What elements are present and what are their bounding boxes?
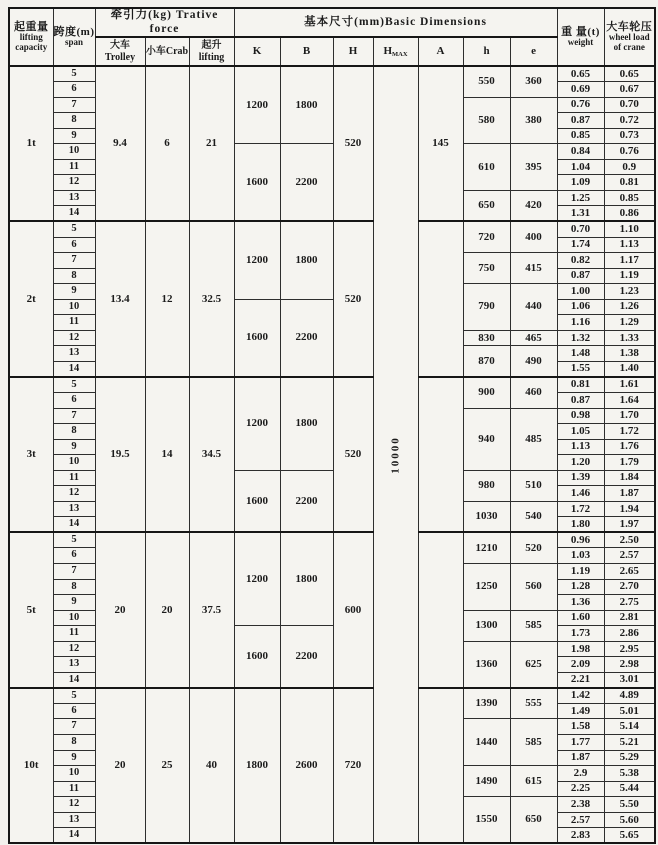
weight-cell: 2.9 xyxy=(557,766,604,782)
hmax-value: 10000 xyxy=(389,435,402,474)
h-dim-subheader: h xyxy=(463,37,510,66)
span-cell: 7 xyxy=(53,253,95,269)
weight-cell: 0.87 xyxy=(557,268,604,284)
h-dim-cell: 1250 xyxy=(463,564,510,611)
span-cell: 12 xyxy=(53,641,95,657)
wheel-load-cell: 5.65 xyxy=(604,828,655,844)
wheel-load-cell: 0.65 xyxy=(604,66,655,82)
span-cell: 7 xyxy=(53,719,95,735)
weight-cell: 1.73 xyxy=(557,626,604,642)
weight-cell: 1.98 xyxy=(557,641,604,657)
span-cell: 5 xyxy=(53,221,95,237)
wheel-load-cell: 2.95 xyxy=(604,641,655,657)
h-dim-cell: 1300 xyxy=(463,610,510,641)
h-dim-cell: 750 xyxy=(463,253,510,284)
h-dim-cell: 900 xyxy=(463,377,510,408)
span-header-zh: 跨度(m) xyxy=(53,25,95,38)
span-cell: 8 xyxy=(53,735,95,751)
span-cell: 13 xyxy=(53,501,95,517)
capacity-cell: 2t xyxy=(9,221,53,376)
a-subheader: A xyxy=(418,37,463,66)
wheel-load-cell: 2.98 xyxy=(604,657,655,673)
h-dim-cell: 1440 xyxy=(463,719,510,766)
trolley-subheader: 大车Trolley xyxy=(95,37,145,66)
hmax-cell xyxy=(373,66,418,843)
weight-header xyxy=(557,8,604,66)
weight-cell: 0.76 xyxy=(557,97,604,113)
b-cell: 2200 xyxy=(280,299,333,377)
e-dim-cell: 555 xyxy=(510,688,557,719)
spec-table-body xyxy=(9,66,655,843)
weight-cell: 0.70 xyxy=(557,221,604,237)
wheel-load-cell: 1.64 xyxy=(604,392,655,408)
weight-cell: 1.31 xyxy=(557,206,604,222)
k-cell: 1600 xyxy=(234,626,280,688)
span-cell: 11 xyxy=(53,315,95,331)
wheel-load-cell: 1.33 xyxy=(604,330,655,346)
span-cell: 9 xyxy=(53,439,95,455)
weight-cell: 2.09 xyxy=(557,657,604,673)
h-dim-cell: 1550 xyxy=(463,797,510,844)
weight-cell: 1.00 xyxy=(557,284,604,300)
weight-cell: 1.49 xyxy=(557,703,604,719)
e-dim-cell: 585 xyxy=(510,719,557,766)
capacity-header xyxy=(9,8,53,66)
tractive-force-header: 牵引力(kg) Trative force xyxy=(95,8,234,37)
wheel-load-cell: 5.50 xyxy=(604,797,655,813)
hmax-subheader xyxy=(373,37,418,66)
weight-cell: 1.25 xyxy=(557,190,604,206)
crab-cell: 20 xyxy=(145,532,189,687)
wheel-load-cell: 2.86 xyxy=(604,626,655,642)
k-cell: 1600 xyxy=(234,144,280,222)
e-dim-cell: 625 xyxy=(510,641,557,688)
weight-cell: 0.85 xyxy=(557,128,604,144)
weight-cell: 1.04 xyxy=(557,159,604,175)
weight-cell: 0.81 xyxy=(557,377,604,393)
wheel-load-header xyxy=(604,8,655,66)
trolley-cell: 13.4 xyxy=(95,221,145,376)
h-dim-cell: 830 xyxy=(463,330,510,346)
wheel-load-header-en: wheel load of crane xyxy=(608,32,650,53)
capacity-cell: 5t xyxy=(9,532,53,687)
weight-cell: 0.82 xyxy=(557,253,604,269)
span-cell: 14 xyxy=(53,828,95,844)
e-dim-cell: 490 xyxy=(510,346,557,377)
k-subheader: K xyxy=(234,37,280,66)
e-dim-cell: 440 xyxy=(510,284,557,331)
b-cell: 1800 xyxy=(280,377,333,470)
span-cell: 10 xyxy=(53,455,95,471)
lifting-cell: 32.5 xyxy=(189,221,234,376)
spec-row xyxy=(9,532,655,548)
wheel-load-cell: 0.67 xyxy=(604,82,655,98)
weight-cell: 0.87 xyxy=(557,113,604,129)
wheel-load-cell: 5.14 xyxy=(604,719,655,735)
wheel-load-cell: 2.75 xyxy=(604,595,655,611)
wheel-load-cell: 1.72 xyxy=(604,424,655,440)
weight-cell: 0.84 xyxy=(557,144,604,160)
span-header-en: span xyxy=(64,37,83,48)
b-cell: 1800 xyxy=(280,532,333,625)
k-cell: 1600 xyxy=(234,470,280,532)
a-cell xyxy=(418,221,463,376)
span-cell: 13 xyxy=(53,812,95,828)
span-cell: 5 xyxy=(53,66,95,82)
wheel-load-cell: 1.40 xyxy=(604,361,655,377)
k-cell: 1200 xyxy=(234,377,280,470)
h-subheader: H xyxy=(333,37,373,66)
wheel-load-cell: 0.86 xyxy=(604,206,655,222)
wheel-load-cell: 0.73 xyxy=(604,128,655,144)
h-dim-cell: 980 xyxy=(463,470,510,501)
e-dim-cell: 485 xyxy=(510,408,557,470)
wheel-load-cell: 0.76 xyxy=(604,144,655,160)
span-cell: 7 xyxy=(53,97,95,113)
k-cell: 1600 xyxy=(234,299,280,377)
wheel-load-header-zh: 大车轮压 xyxy=(606,20,653,33)
h-dim-cell: 1210 xyxy=(463,532,510,563)
wheel-load-cell: 0.72 xyxy=(604,113,655,129)
h-col-cell: 520 xyxy=(333,66,373,221)
span-cell: 9 xyxy=(53,128,95,144)
weight-cell: 1.87 xyxy=(557,750,604,766)
wheel-load-cell: 1.61 xyxy=(604,377,655,393)
weight-header-zh: 重 量(t) xyxy=(561,25,600,38)
e-dim-cell: 615 xyxy=(510,766,557,797)
e-dim-cell: 380 xyxy=(510,97,557,144)
span-cell: 8 xyxy=(53,268,95,284)
weight-cell: 1.28 xyxy=(557,579,604,595)
h-dim-cell: 940 xyxy=(463,408,510,470)
weight-cell: 1.58 xyxy=(557,719,604,735)
weight-cell: 1.09 xyxy=(557,175,604,191)
trolley-cell: 19.5 xyxy=(95,377,145,532)
weight-cell: 0.69 xyxy=(557,82,604,98)
k-cell: 1800 xyxy=(234,688,280,843)
lifting-cell: 21 xyxy=(189,66,234,221)
span-cell: 14 xyxy=(53,206,95,222)
b-cell: 1800 xyxy=(280,66,333,144)
wheel-load-cell: 5.21 xyxy=(604,735,655,751)
k-cell: 1200 xyxy=(234,66,280,144)
h-dim-cell: 1030 xyxy=(463,501,510,532)
weight-cell: 1.16 xyxy=(557,315,604,331)
capacity-header-en: lifting capacity xyxy=(15,32,48,53)
span-cell: 13 xyxy=(53,657,95,673)
weight-cell: 1.36 xyxy=(557,595,604,611)
a-cell xyxy=(418,377,463,532)
e-dim-cell: 395 xyxy=(510,144,557,191)
wheel-load-cell: 1.87 xyxy=(604,486,655,502)
e-dim-cell: 560 xyxy=(510,564,557,611)
table-header xyxy=(9,8,655,66)
wheel-load-cell: 1.38 xyxy=(604,346,655,362)
weight-cell: 1.55 xyxy=(557,361,604,377)
weight-cell: 1.60 xyxy=(557,610,604,626)
span-cell: 6 xyxy=(53,82,95,98)
wheel-load-cell: 1.97 xyxy=(604,517,655,533)
weight-cell: 1.42 xyxy=(557,688,604,704)
capacity-cell: 3t xyxy=(9,377,53,532)
span-cell: 11 xyxy=(53,159,95,175)
span-cell: 10 xyxy=(53,144,95,160)
hmax-main: H xyxy=(383,44,393,57)
h-col-cell: 720 xyxy=(333,688,373,843)
span-cell: 12 xyxy=(53,175,95,191)
e-dim-cell: 415 xyxy=(510,253,557,284)
e-dim-cell: 520 xyxy=(510,532,557,563)
span-cell: 8 xyxy=(53,579,95,595)
weight-cell: 1.19 xyxy=(557,564,604,580)
span-cell: 6 xyxy=(53,703,95,719)
h-dim-cell: 650 xyxy=(463,190,510,221)
span-cell: 7 xyxy=(53,408,95,424)
weight-cell: 1.39 xyxy=(557,470,604,486)
e-dim-cell: 585 xyxy=(510,610,557,641)
weight-cell: 1.03 xyxy=(557,548,604,564)
e-dim-cell: 400 xyxy=(510,221,557,252)
weight-cell: 0.96 xyxy=(557,532,604,548)
span-cell: 6 xyxy=(53,548,95,564)
span-cell: 11 xyxy=(53,626,95,642)
span-cell: 5 xyxy=(53,532,95,548)
capacity-header-zh: 起重量 xyxy=(14,20,49,33)
b-subheader: B xyxy=(280,37,333,66)
span-cell: 12 xyxy=(53,486,95,502)
wheel-load-cell: 4.89 xyxy=(604,688,655,704)
wheel-load-cell: 2.50 xyxy=(604,532,655,548)
b-cell: 2200 xyxy=(280,470,333,532)
span-cell: 11 xyxy=(53,470,95,486)
crab-cell: 12 xyxy=(145,221,189,376)
trolley-cell: 20 xyxy=(95,688,145,843)
e-dim-cell: 650 xyxy=(510,797,557,844)
wheel-load-cell: 2.81 xyxy=(604,610,655,626)
b-cell: 1800 xyxy=(280,221,333,299)
span-cell: 13 xyxy=(53,190,95,206)
crab-subheader: 小车Crab xyxy=(145,37,189,66)
lifting-cell: 37.5 xyxy=(189,532,234,687)
spec-row xyxy=(9,377,655,393)
trolley-cell: 9.4 xyxy=(95,66,145,221)
wheel-load-cell: 1.10 xyxy=(604,221,655,237)
weight-cell: 1.20 xyxy=(557,455,604,471)
e-dim-cell: 540 xyxy=(510,501,557,532)
weight-cell: 0.87 xyxy=(557,392,604,408)
span-cell: 10 xyxy=(53,610,95,626)
wheel-load-cell: 1.29 xyxy=(604,315,655,331)
h-col-cell: 600 xyxy=(333,532,373,687)
capacity-cell: 1t xyxy=(9,66,53,221)
span-cell: 14 xyxy=(53,672,95,688)
span-cell: 12 xyxy=(53,797,95,813)
h-dim-cell: 580 xyxy=(463,97,510,144)
wheel-load-cell: 1.26 xyxy=(604,299,655,315)
lifting-subheader: 起升lifting xyxy=(189,37,234,66)
a-cell: 145 xyxy=(418,66,463,221)
weight-cell: 1.46 xyxy=(557,486,604,502)
weight-cell: 2.25 xyxy=(557,781,604,797)
b-cell: 2600 xyxy=(280,688,333,843)
h-dim-cell: 790 xyxy=(463,284,510,331)
weight-cell: 2.38 xyxy=(557,797,604,813)
h-dim-cell: 610 xyxy=(463,144,510,191)
weight-cell: 1.77 xyxy=(557,735,604,751)
capacity-cell: 10t xyxy=(9,688,53,843)
weight-cell: 1.32 xyxy=(557,330,604,346)
weight-cell: 1.13 xyxy=(557,439,604,455)
hmax-sub: MAX xyxy=(392,50,408,58)
span-header xyxy=(53,8,95,66)
e-dim-cell: 465 xyxy=(510,330,557,346)
a-cell xyxy=(418,688,463,843)
wheel-load-cell: 5.38 xyxy=(604,766,655,782)
h-dim-cell: 1490 xyxy=(463,766,510,797)
span-cell: 6 xyxy=(53,237,95,253)
span-cell: 5 xyxy=(53,377,95,393)
wheel-load-cell: 0.9 xyxy=(604,159,655,175)
span-cell: 9 xyxy=(53,750,95,766)
e-subheader: e xyxy=(510,37,557,66)
span-cell: 10 xyxy=(53,299,95,315)
wheel-load-cell: 1.70 xyxy=(604,408,655,424)
wheel-load-cell: 1.13 xyxy=(604,237,655,253)
weight-cell: 2.83 xyxy=(557,828,604,844)
span-cell: 8 xyxy=(53,113,95,129)
h-col-cell: 520 xyxy=(333,221,373,376)
span-cell: 11 xyxy=(53,781,95,797)
weight-cell: 2.57 xyxy=(557,812,604,828)
weight-cell: 2.21 xyxy=(557,672,604,688)
span-cell: 12 xyxy=(53,330,95,346)
h-dim-cell: 720 xyxy=(463,221,510,252)
e-dim-cell: 460 xyxy=(510,377,557,408)
wheel-load-cell: 1.79 xyxy=(604,455,655,471)
spec-row xyxy=(9,688,655,704)
span-cell: 13 xyxy=(53,346,95,362)
h-dim-cell: 870 xyxy=(463,346,510,377)
weight-cell: 1.05 xyxy=(557,424,604,440)
spec-row xyxy=(9,66,655,82)
span-cell: 14 xyxy=(53,517,95,533)
h-dim-cell: 1390 xyxy=(463,688,510,719)
weight-cell: 1.06 xyxy=(557,299,604,315)
weight-cell: 1.48 xyxy=(557,346,604,362)
header-row-1 xyxy=(9,8,655,37)
wheel-load-cell: 1.17 xyxy=(604,253,655,269)
a-cell xyxy=(418,532,463,687)
e-dim-cell: 420 xyxy=(510,190,557,221)
weight-cell: 0.98 xyxy=(557,408,604,424)
k-cell: 1200 xyxy=(234,221,280,299)
weight-cell: 1.80 xyxy=(557,517,604,533)
spec-row xyxy=(9,221,655,237)
lifting-cell: 34.5 xyxy=(189,377,234,532)
h-dim-cell: 1360 xyxy=(463,641,510,688)
wheel-load-cell: 1.76 xyxy=(604,439,655,455)
wheel-load-cell: 5.60 xyxy=(604,812,655,828)
weight-cell: 1.72 xyxy=(557,501,604,517)
k-cell: 1200 xyxy=(234,532,280,625)
e-dim-cell: 360 xyxy=(510,66,557,97)
span-cell: 9 xyxy=(53,595,95,611)
wheel-load-cell: 5.44 xyxy=(604,781,655,797)
span-cell: 7 xyxy=(53,564,95,580)
span-cell: 6 xyxy=(53,392,95,408)
wheel-load-cell: 0.70 xyxy=(604,97,655,113)
crab-cell: 25 xyxy=(145,688,189,843)
crab-cell: 6 xyxy=(145,66,189,221)
weight-header-en: weight xyxy=(567,37,594,48)
wheel-load-cell: 2.57 xyxy=(604,548,655,564)
h-dim-cell: 550 xyxy=(463,66,510,97)
span-cell: 10 xyxy=(53,766,95,782)
e-dim-cell: 510 xyxy=(510,470,557,501)
wheel-load-cell: 2.65 xyxy=(604,564,655,580)
crane-spec-table xyxy=(8,7,656,844)
trolley-cell: 20 xyxy=(95,532,145,687)
wheel-load-cell: 5.01 xyxy=(604,703,655,719)
wheel-load-cell: 5.29 xyxy=(604,750,655,766)
span-cell: 5 xyxy=(53,688,95,704)
lifting-cell: 40 xyxy=(189,688,234,843)
wheel-load-cell: 0.85 xyxy=(604,190,655,206)
wheel-load-cell: 1.84 xyxy=(604,470,655,486)
wheel-load-cell: 3.01 xyxy=(604,672,655,688)
b-cell: 2200 xyxy=(280,626,333,688)
span-cell: 8 xyxy=(53,424,95,440)
span-cell: 14 xyxy=(53,361,95,377)
wheel-load-cell: 2.70 xyxy=(604,579,655,595)
span-cell: 9 xyxy=(53,284,95,300)
basic-dimensions-header: 基本尺寸(mm)Basic Dimensions xyxy=(234,8,557,37)
h-col-cell: 520 xyxy=(333,377,373,532)
b-cell: 2200 xyxy=(280,144,333,222)
weight-cell: 0.65 xyxy=(557,66,604,82)
wheel-load-cell: 1.94 xyxy=(604,501,655,517)
wheel-load-cell: 1.19 xyxy=(604,268,655,284)
wheel-load-cell: 1.23 xyxy=(604,284,655,300)
weight-cell: 1.74 xyxy=(557,237,604,253)
crab-cell: 14 xyxy=(145,377,189,532)
wheel-load-cell: 0.81 xyxy=(604,175,655,191)
